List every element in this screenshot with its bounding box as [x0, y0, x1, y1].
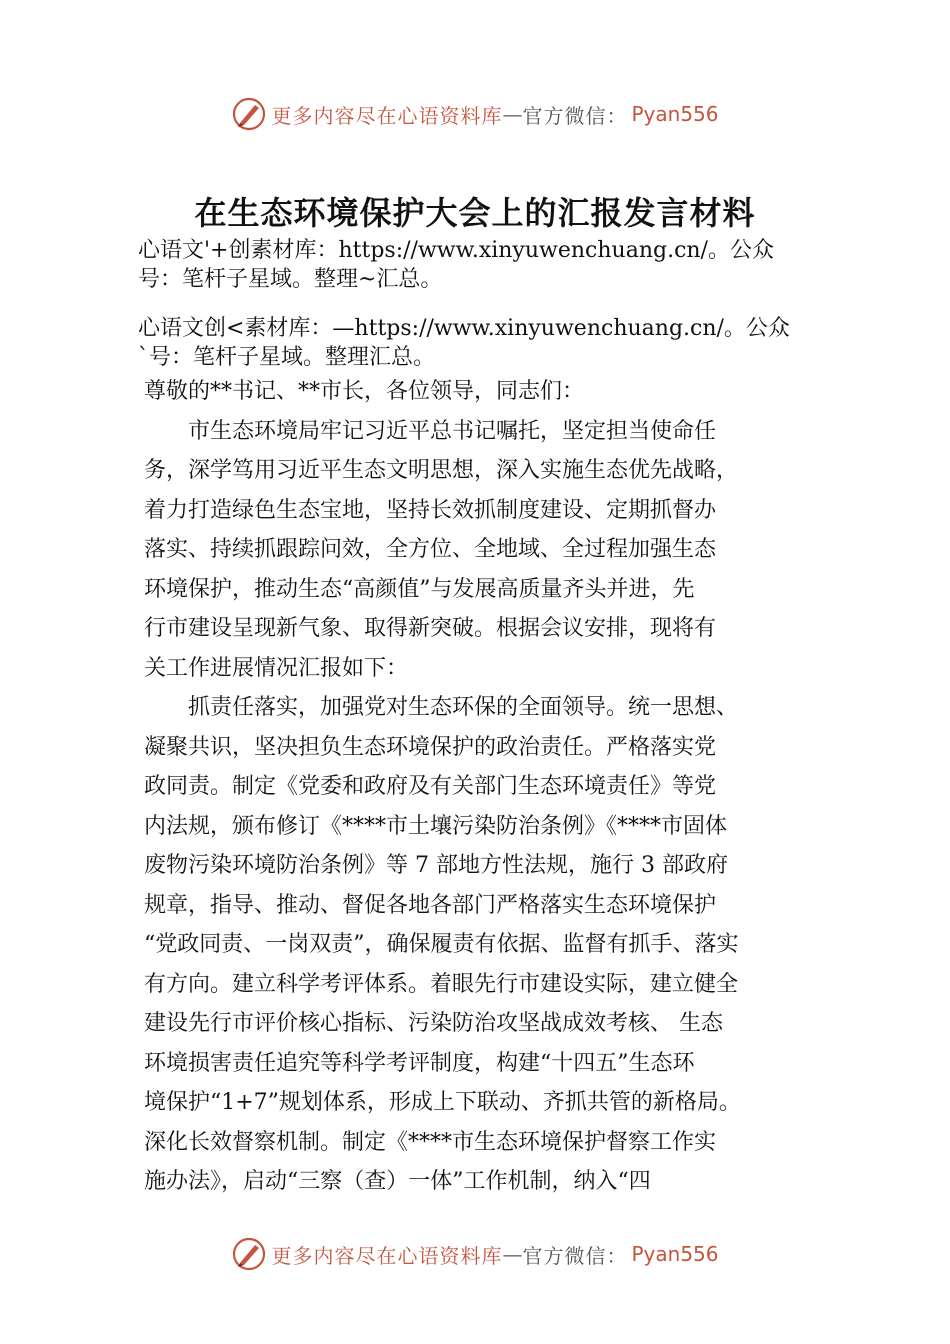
text-line: 规章，指导、推动、督促各地各部门严格落实生态环境保护 — [144, 892, 717, 918]
text-line: 建设先行市评价核心指标、污染防治攻坚战成效考核、 生态 — [144, 1011, 723, 1036]
banner-separator: — — [502, 102, 523, 126]
text-line: 深化长效督察机制。制定《****市生态环境保护督察工作实 — [144, 1129, 717, 1155]
text-line: 凝聚共识，坚决担负生态环境保护的政治责任。严格落实党 — [144, 734, 717, 760]
text-line: 环境保护，推动生态“高颜值”与发展高质量齐头并进，先 — [144, 576, 695, 602]
pen-logo-icon — [231, 1236, 267, 1272]
text-line: 关工作进展情况汇报如下： — [144, 655, 409, 681]
document-body — [144, 372, 824, 1202]
text-line: 废物污染环境防治条例》等 7 部地方性法规，施行 3 部政府 — [144, 853, 728, 878]
text-line: 落实、持续抓跟踪问效，全方位、全地域、全过程加强生态 — [144, 537, 717, 562]
text-line: 着力打造绿色生态宝地，坚持长效抓制度建设、定期抓督办 — [144, 497, 717, 523]
source-note-line: 号：笔杆子星域。整理~汇总。 — [138, 267, 443, 292]
source-note-line: `号：笔杆子星域。整理汇总。 — [138, 345, 436, 370]
paragraph — [144, 688, 824, 1202]
source-note — [138, 314, 838, 372]
footer-banner — [0, 1234, 950, 1274]
banner-wechat-id: Pyan556 — [631, 1242, 719, 1266]
text-line: 环境损害责任追究等科学考评制度，构建“十四五”生态环 — [144, 1050, 695, 1076]
paragraph — [144, 412, 824, 689]
text-line: 务，深学笃用习近平生态文明思想，深入实施生态优先战略， — [144, 458, 739, 483]
text-line: 有方向。建立科学考评体系。着眼先行市建设实际，建立健全 — [144, 971, 739, 997]
text-line: 境保护“1+7”规划体系，形成上下联动、齐抓共管的新格局。 — [144, 1090, 741, 1115]
banner-wechat-label: 官方微信： — [522, 103, 628, 128]
salutation: 尊敬的**书记、**市长，各位领导，同志们： — [144, 379, 585, 404]
banner-text: 更多内容尽在心语资料库 — [271, 1243, 503, 1268]
banner-text: 更多内容尽在心语资料库 — [271, 103, 503, 128]
text-line: 内法规，颁布修订《****市土壤污染防治条例》《****市固体 — [144, 813, 728, 839]
source-note — [138, 236, 838, 294]
header-banner — [0, 94, 950, 134]
banner-wechat-id: Pyan556 — [631, 102, 719, 126]
text-line: 行市建设呈现新气象、取得新突破。根据会议安排，现将有 — [144, 616, 717, 641]
text-line: 政同责。制定《党委和政府及有关部门生态环境责任》等党 — [144, 774, 717, 799]
text-line: 施办法》，启动“三察（查）一体”工作机制，纳入“四 — [144, 1169, 651, 1194]
banner-wechat-label: 官方微信： — [522, 1243, 628, 1268]
pen-logo-icon — [231, 96, 267, 132]
text-line: 市生态环境局牢记习近平总书记嘱托，坚定担当使命任 — [144, 418, 717, 444]
document-title: 在生态环境保护大会上的汇报发言材料 — [194, 194, 756, 232]
source-note-line: 心语文创<素材库：—https://www.xinyuwenchuang.cn/。公众 — [138, 316, 790, 341]
source-note-line: 心语文'+创素材库：https://www.xinyuwenchuang.cn/。公众 — [138, 238, 774, 263]
text-line: 抓责任落实，加强党对生态环保的全面领导。统一思想、 — [144, 695, 739, 720]
banner-separator: — — [502, 1242, 523, 1266]
text-line: “党政同责、一岗双责”，确保履责有依据、监督有抓手、落实 — [144, 932, 739, 957]
